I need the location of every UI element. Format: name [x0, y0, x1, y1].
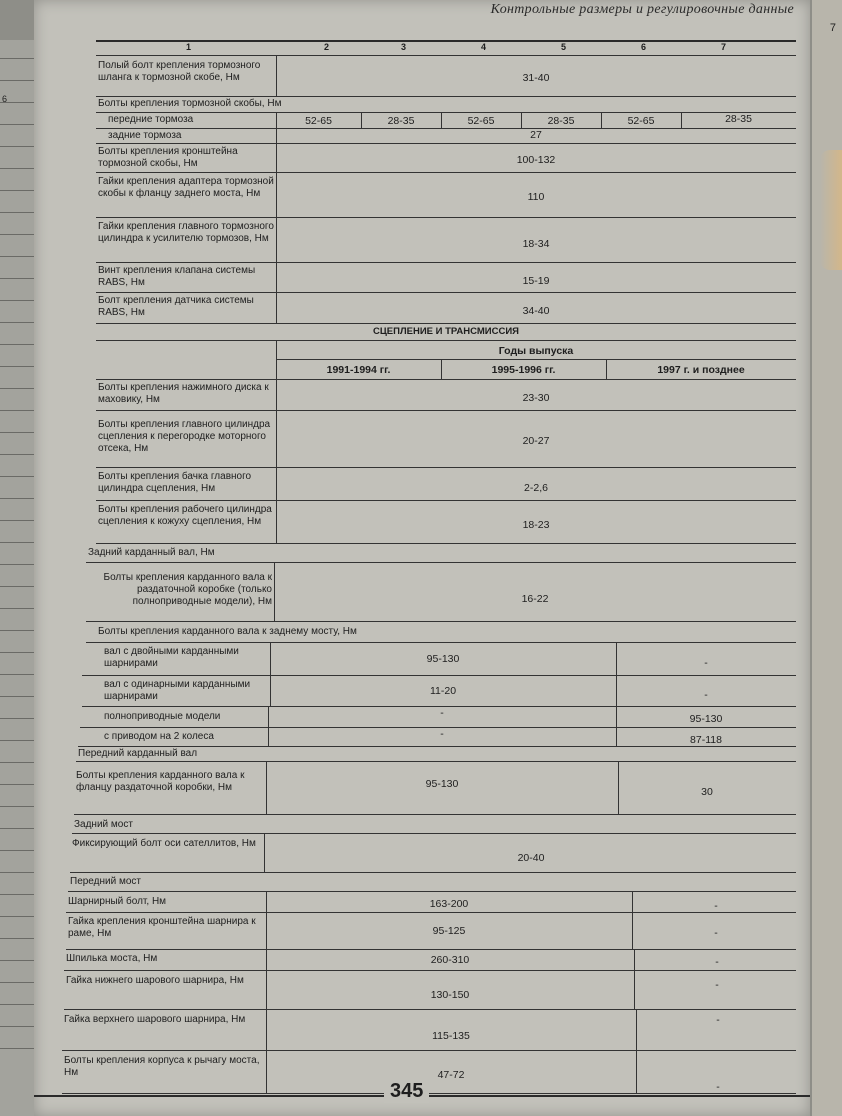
spec-table — [64, 40, 796, 1094]
row-value: 31-40 — [522, 72, 550, 84]
row-value-late: - — [715, 956, 719, 968]
row-label: Болт крепления датчика системы RABS, Нм — [98, 295, 254, 318]
row-label: Задний мост — [74, 819, 133, 830]
row-label: вал с двойными карданными шарнирами — [104, 646, 239, 669]
row-label: Гайка нижнего шарового шарнира, Нм — [66, 975, 244, 986]
left-page-column-number: 6 — [2, 94, 8, 104]
row-label: Болты крепления рабочего цилиндра сцепления к кожуху сцепления, Нм — [98, 504, 272, 527]
row-value: 95-130 — [425, 778, 459, 790]
row-label: Болты крепления корпуса к рычагу моста, Нм — [64, 1055, 260, 1078]
row-value-late: - — [714, 900, 718, 912]
table-row — [96, 468, 796, 501]
table-row — [96, 501, 796, 544]
row-label: Шарнирный болт, Нм — [68, 896, 167, 907]
row-value: 95-125 — [432, 925, 466, 937]
table-row — [64, 971, 796, 1010]
row-label: задние тормоза — [108, 130, 182, 141]
row-label: Болты крепления карданного вала к заднему мосту, Нм — [98, 626, 357, 637]
row-label: Болты крепления главного цилиндра сцепления к перегородке моторного отсека, Нм — [98, 419, 271, 454]
row-label: Полый болт крепления тормозного шланга к тормозной скобе, Нм — [98, 60, 261, 83]
col-num: 3 — [401, 42, 407, 52]
row-value: 28-35 — [387, 115, 415, 127]
row-label: с приводом на 2 колеса — [104, 731, 214, 742]
column-number-row — [96, 42, 796, 56]
col-num: 2 — [324, 42, 330, 52]
row-value: 20-27 — [522, 435, 550, 447]
row-label: Гайка крепления кронштейна шарнира к раме, Нм — [68, 916, 256, 939]
row-value: 28-35 — [725, 113, 752, 125]
table-row — [72, 815, 796, 834]
row-value-late: 95-130 — [689, 713, 723, 725]
row-value: 100-132 — [516, 154, 556, 166]
row-value-late: - — [704, 689, 708, 701]
year-1995: 1995-1996 гг. — [491, 364, 556, 376]
row-label: Винт крепления клапана системы RABS, Нм — [98, 265, 256, 288]
table-row — [96, 56, 796, 97]
section-title-row — [96, 324, 796, 341]
row-value: 18-34 — [522, 238, 550, 250]
row-value: 34-40 — [522, 305, 550, 317]
row-value: 20-40 — [517, 852, 545, 864]
row-value: 16-22 — [521, 593, 549, 605]
row-value: 18-23 — [522, 519, 550, 531]
row-value: 95-130 — [426, 653, 460, 665]
table-row — [96, 218, 796, 263]
row-value-late: - — [716, 1081, 720, 1093]
row-value-late: - — [714, 927, 718, 939]
row-value-late: 87-118 — [690, 734, 722, 746]
page-header: Контрольные размеры и регулировочные данные — [490, 2, 794, 17]
paper-stain — [820, 150, 842, 270]
row-value: 110 — [527, 191, 545, 203]
row-label: Передний карданный вал — [78, 748, 198, 759]
table-row — [96, 263, 796, 293]
row-value: 130-150 — [430, 989, 470, 1001]
row-label: Болты крепления карданного вала к раздаточной коробке (только полноприводные модели), Нм — [103, 572, 272, 607]
book-page — [34, 0, 810, 1116]
row-value-late: 30 — [701, 786, 713, 798]
table-row — [68, 873, 796, 892]
table-row — [96, 380, 796, 411]
row-label: Шпилька моста, Нм — [66, 953, 158, 964]
row-value-late: - — [704, 657, 708, 669]
table-row — [86, 622, 796, 643]
table-row — [74, 762, 796, 815]
year-1991: 1991-1994 гг. — [326, 364, 391, 376]
row-label: Болты крепления карданного вала к фланцу раздаточной коробки, Нм — [76, 770, 245, 793]
table-row — [96, 293, 796, 324]
row-value: 52-65 — [467, 115, 495, 127]
col-num: 6 — [641, 42, 647, 52]
table-row — [96, 411, 796, 468]
row-value: 52-65 — [627, 115, 655, 127]
row-label: полноприводные модели — [104, 711, 221, 722]
col-num: 7 — [721, 42, 727, 52]
table-row — [86, 563, 796, 622]
row-value-late: - — [715, 979, 719, 991]
row-label: Болты крепления тормозной скобы, Нм — [98, 98, 282, 109]
col-num: 5 — [561, 42, 567, 52]
row-label: передние тормоза — [108, 114, 194, 125]
row-value: 115-135 — [432, 1030, 470, 1042]
section-title: СЦЕПЛЕНИЕ И ТРАНСМИССИЯ — [373, 326, 519, 337]
row-label: Болты крепления кронштейна тормозной скобы, Нм — [98, 146, 238, 169]
right-page-edge — [812, 0, 842, 1116]
row-value: 27 — [530, 129, 542, 141]
table-row — [96, 113, 796, 129]
row-label: Гайки крепления адаптера тормозной скобы к фланцу заднего моста, Нм — [98, 176, 274, 199]
table-row — [80, 707, 796, 728]
table-row — [70, 834, 796, 873]
table-row — [78, 728, 796, 747]
table-row — [96, 97, 796, 113]
row-value: 163-200 — [429, 898, 469, 910]
row-value: 260-310 — [430, 954, 470, 966]
row-value: 23-30 — [522, 392, 550, 404]
row-value: - — [440, 728, 444, 740]
table-row — [82, 643, 796, 676]
table-row — [82, 676, 796, 707]
table-row — [66, 913, 796, 950]
table-row — [96, 144, 796, 173]
row-label: вал с одинарными карданными шарнирами — [104, 679, 251, 702]
table-row — [96, 129, 796, 144]
col-num: 4 — [481, 42, 487, 52]
row-label: Гайка верхнего шарового шарнира, Нм — [64, 1014, 246, 1025]
page-number: 345 — [384, 1080, 429, 1103]
years-header-row — [96, 341, 796, 380]
years-title: Годы выпуска — [498, 345, 574, 357]
row-value: 47-72 — [437, 1069, 465, 1081]
row-label: Болты крепления бачка главного цилиндра сцепления, Нм — [98, 471, 252, 494]
year-1997: 1997 г. и позднее — [657, 364, 745, 376]
right-page-column-number: 7 — [829, 22, 836, 34]
table-row — [66, 892, 796, 913]
row-label: Фиксирующий болт оси сателлитов, Нм — [72, 838, 256, 849]
row-value: 11-20 — [429, 685, 457, 697]
table-row — [76, 747, 796, 762]
table-row — [96, 173, 796, 218]
row-value: 2-2,6 — [524, 482, 548, 494]
row-label: Болты крепления нажимного диска к маховику, Нм — [98, 382, 269, 405]
row-value: 52-65 — [305, 115, 332, 127]
table-row — [62, 1010, 796, 1051]
row-value-late: - — [716, 1014, 720, 1026]
row-value: 15-19 — [522, 275, 550, 287]
row-label: Задний карданный вал, Нм — [88, 547, 215, 558]
table-row — [86, 544, 796, 563]
col-num: 1 — [186, 42, 192, 52]
row-value: 28-35 — [547, 115, 575, 127]
table-row — [64, 950, 796, 971]
row-label: Гайки крепления главного тормозного цилиндра к усилителю тормозов, Нм — [98, 221, 274, 244]
row-value: - — [440, 707, 444, 719]
row-label: Передний мост — [70, 876, 141, 887]
